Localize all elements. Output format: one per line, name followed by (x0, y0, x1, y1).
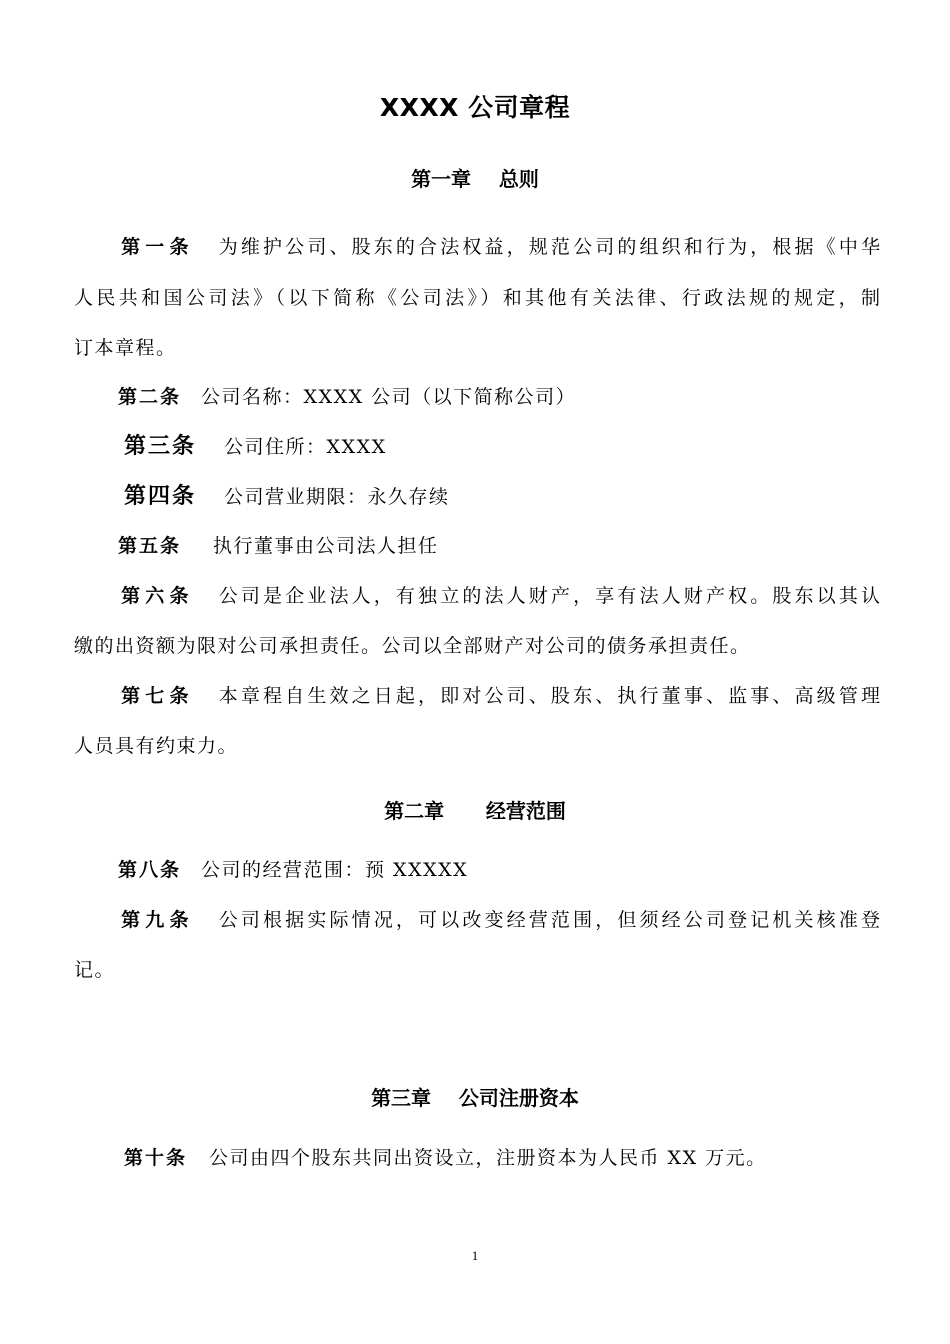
article-10 (74, 1144, 880, 1172)
article-8-text: 公司的经营范围：预 XXXXX (201, 859, 469, 881)
article-9-text-1: 公司根据实际情况，可以改变经营范围，但须经公司登记机关核准登 (215, 909, 880, 931)
document-title: XXXX 公司章程 (379, 93, 571, 122)
article-10-label: 第十条 (124, 1147, 188, 1169)
article-6-line-1 (74, 582, 880, 610)
article-5-label: 第五条 (118, 535, 182, 557)
article-8 (74, 856, 880, 884)
article-6-label: 第六条 (118, 585, 194, 607)
article-7-text-1: 本章程自生效之日起，即对公司、股东、执行董事、监事、高级管理 (215, 685, 880, 707)
article-7-line-2: 人员具有约束力。 (74, 735, 239, 757)
page-number: 1 (471, 1248, 479, 1263)
article-3 (74, 433, 880, 461)
article-7-line-1 (74, 682, 880, 710)
article-10-text: 公司由四个股东共同出资设立，注册资本为人民币 XX 万元。 (209, 1147, 767, 1169)
article-5-text: 执行董事由公司法人担任 (213, 535, 439, 557)
article-3-label: 第三条 (124, 434, 197, 459)
chapter-3-heading: 第三章 公司注册资本 (371, 1086, 579, 1110)
article-1-text-1: 为维护公司、股东的合法权益，规范公司的组织和行为，根据《中华 (215, 236, 880, 258)
article-4-text: 公司营业期限：永久存续 (224, 486, 450, 508)
article-1-label: 第一条 (118, 236, 194, 258)
article-9-label: 第九条 (118, 909, 194, 931)
chapter-2-heading: 第二章 经营范围 (384, 799, 566, 823)
article-4-label: 第四条 (124, 484, 197, 509)
article-2-label: 第二条 (118, 386, 182, 408)
article-8-label: 第八条 (118, 859, 182, 881)
article-4 (74, 483, 880, 511)
article-1-line-1 (74, 233, 880, 261)
article-9-line-2: 记。 (74, 959, 116, 981)
chapter-1-heading: 第一章 总则 (411, 167, 539, 191)
article-2 (74, 383, 880, 411)
article-1-line-2: 人民共和国公司法》（以下简称《公司法》）和其他有关法律、行政法规的规定，制 (74, 287, 880, 309)
article-6-line-2: 缴的出资额为限对公司承担责任。公司以全部财产对公司的债务承担责任。 (74, 635, 751, 657)
article-5 (74, 532, 880, 560)
article-1-line-3: 订本章程。 (74, 337, 177, 359)
article-7-label: 第七条 (118, 685, 194, 707)
article-2-text: 公司名称：XXXX 公司（以下简称公司） (201, 386, 577, 408)
article-3-text: 公司住所：XXXX (224, 436, 387, 458)
article-6-text-1: 公司是企业法人，有独立的法人财产，享有法人财产权。股东以其认 (215, 585, 880, 607)
article-9-line-1 (74, 906, 880, 934)
